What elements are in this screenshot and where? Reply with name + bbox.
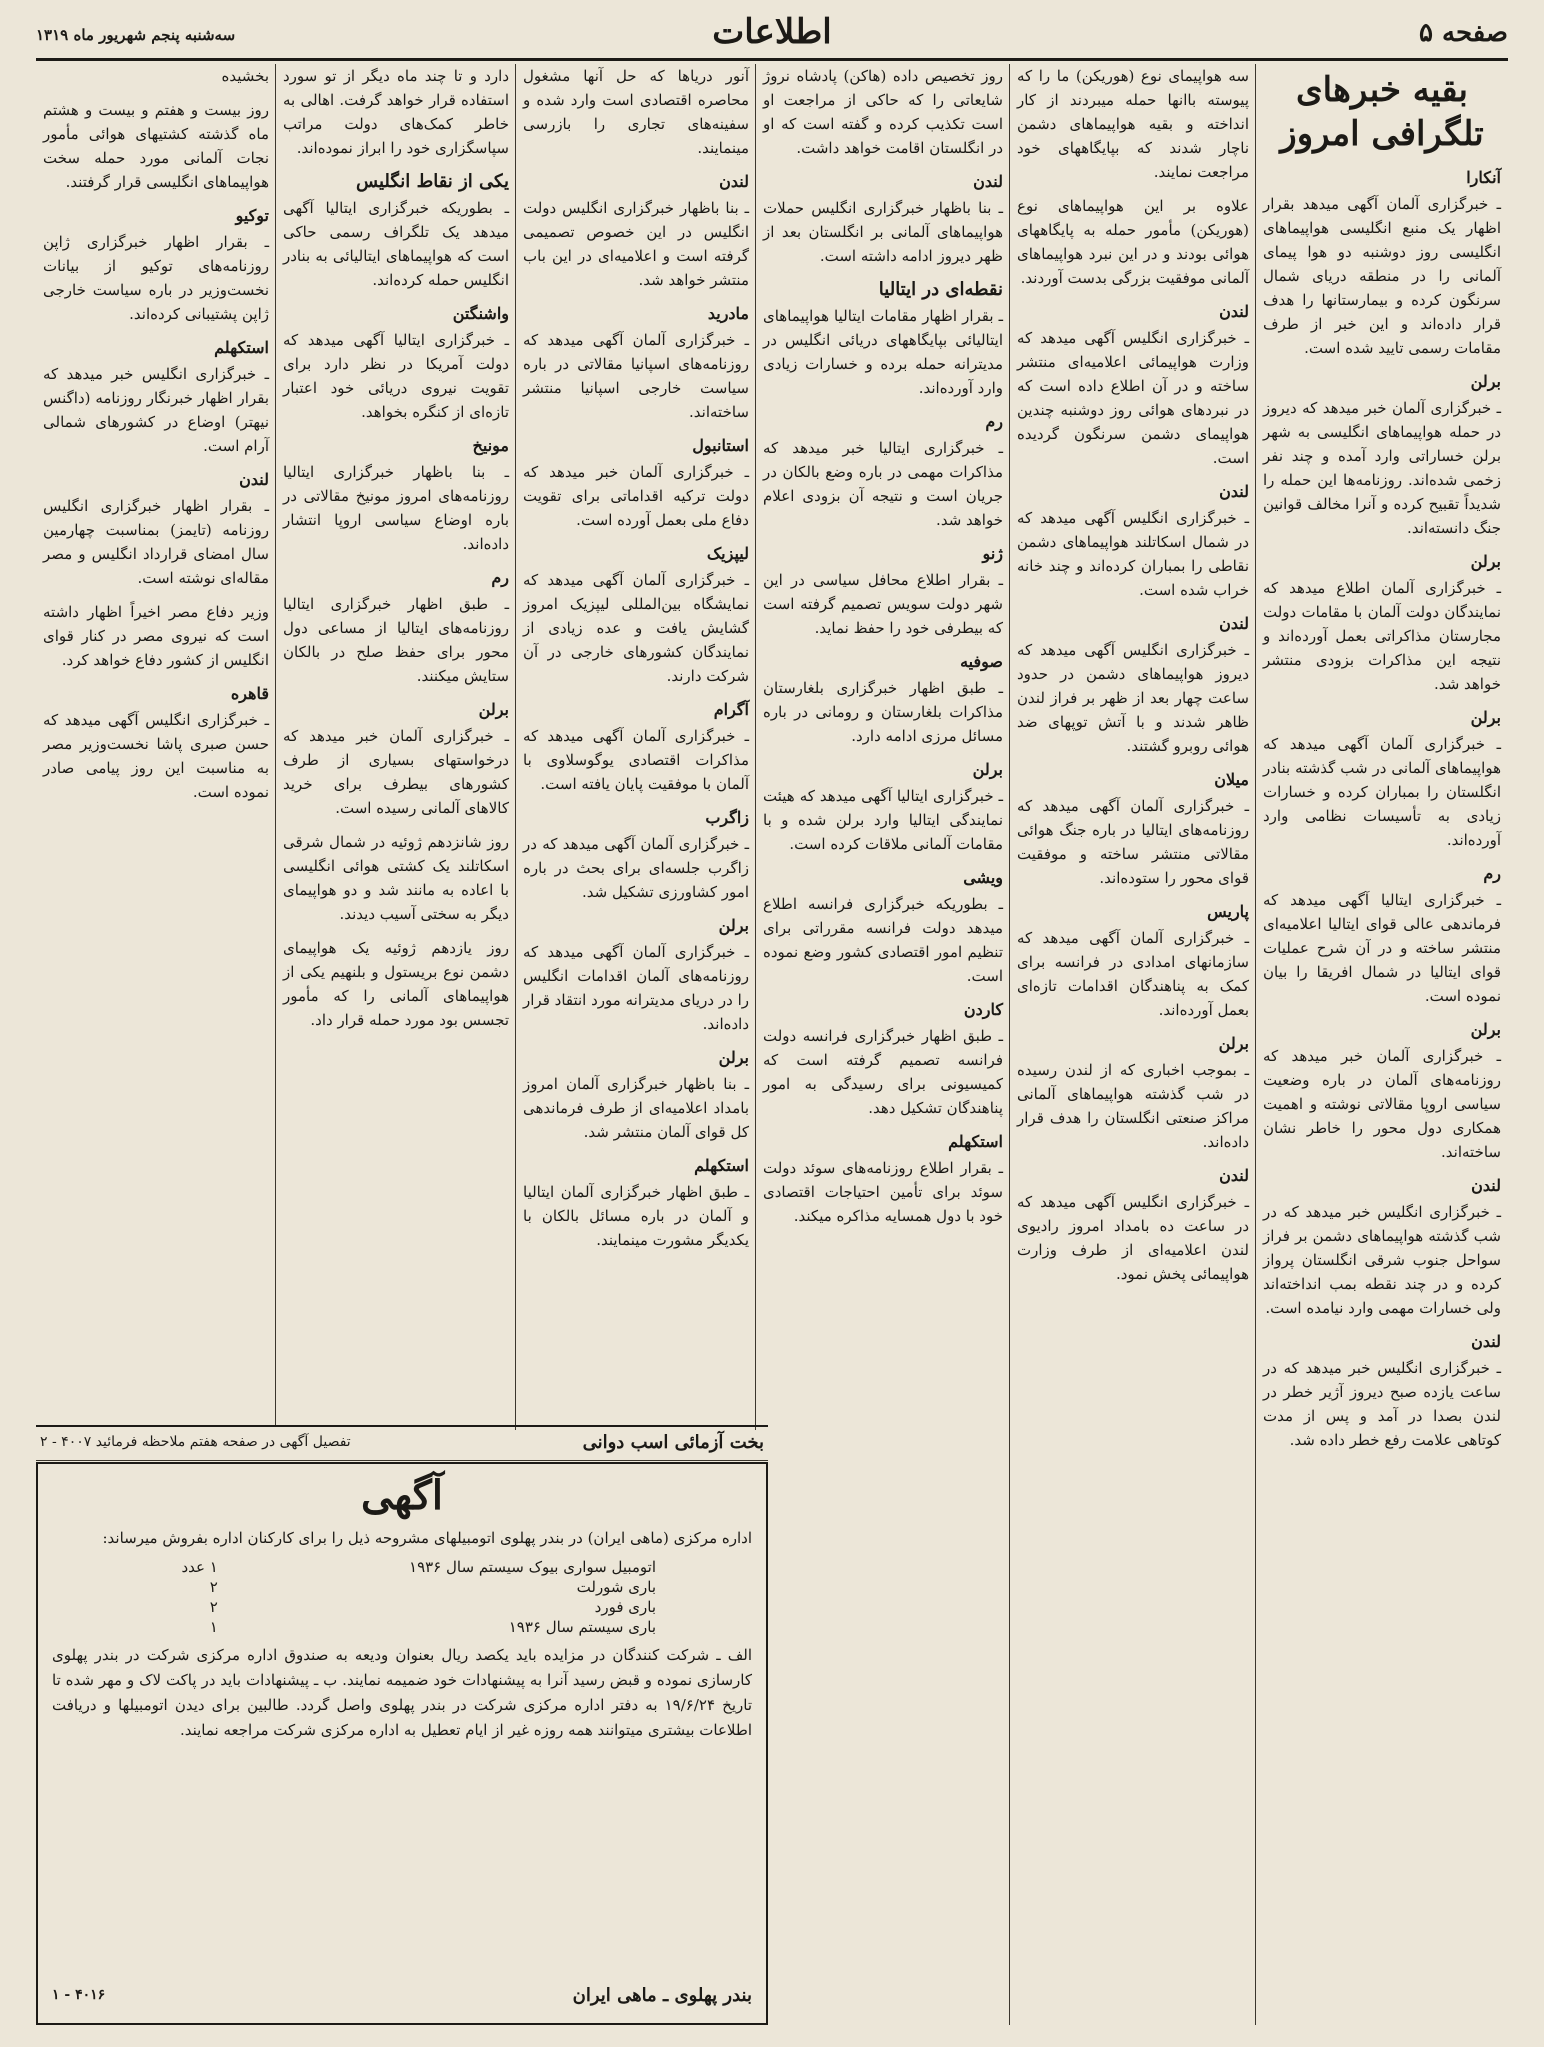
news-item bbox=[1263, 550, 1501, 696]
news-item bbox=[1017, 64, 1249, 184]
bottom-section-rule bbox=[36, 1425, 768, 1427]
column-1 bbox=[1256, 64, 1508, 2025]
news-text: ـ طبق اظهار خبرگزاری بلغارستان مذاکرات بلغارستان و رومانی در باره مسائل مرزی ادامه دارد. bbox=[763, 679, 1003, 745]
news-item bbox=[1263, 1174, 1501, 1320]
news-item bbox=[43, 98, 269, 194]
news-item bbox=[1263, 370, 1501, 540]
vehicle-name: باری سیستم سال ۱۹۳۶ bbox=[508, 1618, 656, 1636]
news-item bbox=[43, 468, 269, 590]
news-item bbox=[1017, 194, 1249, 290]
news-text: علاوه بر این هواپیماهای نوع (هوریکن) مأمور حمله به پایگاههای هوائی بودند و در این نبرد هواپیماهای آلمانی موفقیت بزرگی بدست آوردند. bbox=[1017, 197, 1249, 287]
dateline: برلن bbox=[972, 760, 1003, 779]
news-item bbox=[43, 204, 269, 326]
dateline: آنکارا bbox=[1466, 168, 1501, 187]
news-text: ـ خبرگزاری آلمان آگهی میدهد بقرار اظهار یک منبع انگلیسی هواپیماهای انگلیسی روز دوشنبه دو هوا پیمای آلمانی را در منطقه دریای شمال سرنگون کرده و بیمارستانها را هدف قرار داده‌اند و این خبر از طرف مقامات رسمی تایید شده است. bbox=[1263, 195, 1501, 357]
dateline: صوفیه bbox=[960, 652, 1003, 671]
dateline: رم bbox=[1483, 864, 1501, 883]
news-text: ـ طبق اظهار خبرگزاری آلمان ایتالیا و آلمان در باره مسائل بالکان با یکدیگر مشورت مینمایند. bbox=[523, 1183, 749, 1249]
news-item bbox=[523, 1046, 749, 1144]
news-item bbox=[1263, 862, 1501, 1008]
news-item bbox=[43, 600, 269, 672]
news-item bbox=[763, 650, 1003, 748]
dateline: برلن bbox=[718, 1048, 749, 1067]
news-item bbox=[523, 64, 749, 160]
news-text: ـ خبرگزاری آلمان اطلاع میدهد که نمایندگان دولت آلمان با مقامات دولت مجارستان مذاکراتی بعمل آورده‌اند و نتیجه این مذاکرات بزودی منتشر خواهد شد. bbox=[1263, 579, 1501, 693]
dateline: کاردن bbox=[963, 1000, 1003, 1019]
news-item bbox=[1263, 166, 1501, 360]
dateline: لندن bbox=[1219, 1166, 1249, 1185]
ad-terms: الف ـ شرکت کنندگان در مزایده باید یکصد ریال بعنوان ودیعه به صندوق اداره مرکزی شرکت در بندر پهلوی کارسازی نموده و قبض رسید آنرا به پیشنهادات خود ضمیمه نمایند. ب ـ پیشنهادات باید در پاکت لاک و مهر شده تا تاریخ ۱۹/۶/۲۴ به دفتر اداره مرکزی شرکت در بندر پهلوی واصل گردد. طالبین برای دیدن اتومبیلها و دریافت اطلاعات بیشتری میتوانند همه روزه غیر از ایام تعطیل به اداره مرکزی شرکت مراجعه نمایند. bbox=[52, 1646, 752, 1739]
dateline: مونیخ bbox=[472, 436, 509, 455]
news-text: ـ خبرگزاری آلمان آگهی میدهد که روزنامه‌های آلمان اقدامات انگلیس را در دریای مدیترانه مورد انتقاد قرار داده‌اند. bbox=[523, 943, 749, 1033]
news-text: ـ بنا باظهار خبرگزاری انگلیس دولت انگلیس در این خصوص تصمیمی گرفته است و اعلامیه‌ای در این باب منتشر خواهد شد. bbox=[523, 199, 749, 289]
dateline: برلن bbox=[478, 700, 509, 719]
section-headline: بقیه خبرهای تلگرافی امروز bbox=[1280, 70, 1484, 154]
news-text: ـ خبرگزاری انگلیس خبر میدهد که در شب گذشته هواپیماهای دشمن بر فراز سواحل جنوب شرقی انگلستان پرواز کرده و در چند نقطه بمب انداخته‌اند ولی خسارات مهمی وارد نیامده است. bbox=[1263, 1203, 1501, 1317]
news-item bbox=[283, 170, 509, 292]
news-item bbox=[763, 278, 1003, 400]
news-item bbox=[1017, 1164, 1249, 1286]
news-item bbox=[763, 410, 1003, 532]
news-item bbox=[283, 698, 509, 820]
vehicle-name: اتومبیل سواری بیوک سیستم سال ۱۹۳۶ bbox=[409, 1558, 656, 1576]
news-text: ـ خبرگزاری انگلیس خبر میدهد که در ساعت یازده صبح دیروز آژیر خطر در لندن بصدا در آمد و پس از مدت کوتاهی علامت رفع خطر داده شد. bbox=[1263, 1359, 1501, 1449]
dateline: لندن bbox=[973, 172, 1003, 191]
dateline: استکهلم bbox=[694, 1156, 749, 1175]
news-text: روز بیست و هفتم و بیست و هشتم ماه گذشته کشتیهای هوائی مأمور نجات آلمانی مورد حمله سخت هواپیماهای انگلیسی قرار گرفتند. bbox=[43, 101, 269, 191]
news-text: ـ خبرگزاری انگلیس خبر میدهد که بقرار اظهار خبرنگار روزنامه (داگنس نیهتر) اوضاع در کشورهای شمالی آرام است. bbox=[43, 365, 269, 455]
dateline: لندن bbox=[719, 172, 749, 191]
news-text: ـ خبرگزاری آلمان خبر میدهد که دیروز در حمله هواپیماهای انگلیسی به شهر برلن خساراتی وارد آمده و چند نفر زخمی شده‌اند. روزنامه‌ها این حمله را شدیداً تقبیح کرده و آنرا مخالف قوانین جنگ دانسته‌اند. bbox=[1263, 399, 1501, 537]
ad-title: آگهی bbox=[361, 1472, 443, 1519]
news-text: ـ بنا باظهار خبرگزاری آلمان امروز بامداد اعلامیه‌ای از طرف فرماندهی کل قوای آلمان منتشر شد. bbox=[523, 1075, 749, 1141]
dateline: رم bbox=[985, 412, 1003, 431]
dateline: استکهلم bbox=[214, 338, 269, 357]
ad-signature: بندر پهلوی ـ ماهی ایران bbox=[572, 1985, 752, 2006]
news-item bbox=[523, 1154, 749, 1252]
dateline: ویشی bbox=[963, 868, 1003, 887]
dateline: لندن bbox=[1471, 1176, 1501, 1195]
news-item bbox=[523, 542, 749, 688]
news-text: ـ بقرار اظهار خبرگزاری انگلیس روزنامه (تایمز) بمناسبت چهارمین سال امضای قرارداد انگلیس و مصر مقاله‌ای نوشته است. bbox=[43, 497, 269, 587]
news-text: ـ خبرگزاری آلمان آگهی میدهد که مذاکرات اقتصادی یوگوسلاوی با آلمان با موفقیت پایان یافته است. bbox=[523, 727, 749, 793]
news-item bbox=[283, 302, 509, 424]
dateline: لندن bbox=[239, 470, 269, 489]
vehicle-count: ۲ bbox=[209, 1578, 218, 1596]
news-item bbox=[523, 698, 749, 796]
dateline: لندن bbox=[1219, 614, 1249, 633]
news-item bbox=[1017, 900, 1249, 1022]
dateline: آگرام bbox=[713, 700, 749, 719]
vehicle-name: باری شورلت bbox=[576, 1578, 656, 1596]
table-row bbox=[142, 1597, 662, 1617]
news-item bbox=[1263, 706, 1501, 852]
news-item bbox=[43, 336, 269, 458]
advertisement-box bbox=[36, 1462, 768, 2025]
news-item bbox=[523, 434, 749, 532]
dateline: زاگرب bbox=[705, 808, 749, 827]
vehicle-list bbox=[142, 1557, 662, 1637]
news-text: ـ خبرگزاری انگلیس آگهی میدهد که در ساعت ده بامداد امروز رادیوی لندن اعلامیه‌ای از طرف وزارت هواپیمائی پخش نمود. bbox=[1017, 1193, 1249, 1283]
dateline: ژنو bbox=[982, 544, 1003, 563]
news-text: ـ بقرار اطلاع محافل سیاسی در این شهر دولت سویس تصمیم گرفته است که بیطرفی خود را حفظ نماید. bbox=[763, 571, 1003, 637]
news-text: ـ خبرگزاری آلمان آگهی میدهد که نمایشگاه بین‌المللی لیپزیک امروز گشایش یافت و عده زیادی از نمایندگان کشورهای خارجی در آن شرکت دارند. bbox=[523, 571, 749, 685]
news-item bbox=[1263, 1330, 1501, 1452]
news-item bbox=[763, 64, 1003, 160]
ad-footer bbox=[52, 1985, 752, 2015]
news-text: ـ خبرگزاری انگلیس آگهی میدهد که در شمال اسکاتلند هواپیماهای دشمن نقاطی را بمباران کرده‌اند و چند خانه خراب شده است. bbox=[1017, 509, 1249, 599]
news-text: روز یازدهم ژوئیه یک هواپیمای دشمن نوع بریستول و بلنهیم یکی از هواپیماهای آلمانی را که مأمور تجسس بود مورد حمله قرار داد. bbox=[283, 939, 509, 1029]
news-item bbox=[283, 936, 509, 1032]
masthead bbox=[36, 12, 1508, 56]
dateline: قاهره bbox=[230, 684, 269, 703]
newspaper-title: اطلاعات bbox=[712, 12, 832, 52]
dateline: برلن bbox=[1470, 372, 1501, 391]
news-text: بخشیده bbox=[221, 67, 269, 85]
news-text: وزیر دفاع مصر اخیراً اظهار داشته است که نیروی مصر در کنار قوای انگلیس از کشور دفاع خواهد کرد. bbox=[43, 603, 269, 669]
news-text: ـ خبرگزاری انگلیس آگهی میدهد که حسن صبری پاشا نخست‌وزیر مصر به مناسبت این روز پیامی صادر نموده است. bbox=[43, 711, 269, 801]
dateline: مادرید bbox=[707, 304, 749, 323]
news-item bbox=[523, 914, 749, 1036]
news-item bbox=[763, 1130, 1003, 1228]
news-item bbox=[1017, 768, 1249, 890]
news-text: ـ بقرار اظهار مقامات ایتالیا هواپیماهای ایتالیائی بپایگاههای دریائی انگلیس در مدیترانه حمله برده و خسارات زیادی وارد آورده‌اند. bbox=[763, 307, 1003, 397]
news-item bbox=[763, 758, 1003, 856]
news-item bbox=[523, 170, 749, 292]
news-text: ـ طبق اظهار خبرگزاری فرانسه دولت فرانسه تصمیم گرفته است که کمیسیونی برای رسیدگی به امور پناهندگان تشکیل دهد. bbox=[763, 1027, 1003, 1117]
news-item bbox=[283, 434, 509, 556]
news-item bbox=[283, 566, 509, 688]
news-text: ـ بقرار اظهار خبرگزاری ژاپن روزنامه‌های توکیو از بیانات نخست‌وزیر در باره سیاست خارجی ژاپن پشتیبانی کرده‌اند. bbox=[43, 233, 269, 323]
column-3 bbox=[756, 64, 1010, 2025]
news-item bbox=[763, 998, 1003, 1120]
news-text: ـ خبرگزاری ایتالیا آگهی میدهد که هیئت نمایندگی ایتالیا وارد برلن شده و با مقامات آلمانی ملاقات کرده است. bbox=[763, 787, 1003, 853]
news-text: ـ خبرگزاری آلمان آگهی میدهد که در زاگرب جلسه‌ای برای بحث در باره امور کشاورزی تشکیل شد. bbox=[523, 835, 749, 901]
table-row bbox=[142, 1577, 662, 1597]
dateline: برلن bbox=[1470, 708, 1501, 727]
lottery-note: تفصیل آگهی در صفحه هفتم ملاحظه فرمائید ۴۰۰۷ - ۲ bbox=[40, 1434, 351, 1450]
bottom-section bbox=[36, 1430, 768, 2025]
news-text: ـ خبرگزاری آلمان خبر میدهد که دولت ترکیه اقداماتی برای تقویت دفاع ملی بعمل آورده است. bbox=[523, 463, 749, 529]
news-text: ـ بطوریکه خبرگزاری ایتالیا آگهی میدهد یک تلگراف رسمی حاکی است که هواپیماهای ایتالیائی به بنادر انگلیس حمله کرده‌اند. bbox=[283, 199, 509, 289]
dateline: لندن bbox=[1219, 302, 1249, 321]
vehicle-count: ۱ عدد bbox=[181, 1558, 218, 1576]
column-2 bbox=[1010, 64, 1256, 2025]
vehicle-count: ۱ bbox=[209, 1618, 218, 1636]
news-item bbox=[763, 866, 1003, 988]
dateline: برلن bbox=[718, 916, 749, 935]
news-text: سه هواپیمای نوع (هوریکن) ما را که پیوسته باانها حمله میبردند از کار انداخته و بقیه هواپیماهای دشمن ناچار شدند که بپایگاههای خود مراجعت نمایند. bbox=[1017, 67, 1249, 181]
news-text: ـ طبق اظهار خبرگزاری ایتالیا روزنامه‌های ایتالیا از مساعی دول محور برای حفظ صلح در بالکان ستایش میکنند. bbox=[283, 595, 509, 685]
news-item bbox=[43, 682, 269, 804]
news-text: ـ خبرگزاری ایتالیا خبر میدهد که مذاکرات مهمی در باره وضع بالکان در جریان است و نتیجه آن بزودی اعلام خواهد شد. bbox=[763, 439, 1003, 529]
news-text: ـ خبرگزاری آلمان خبر میدهد که درخواستهای بسیاری از طرف کشورهای بیطرف برای خرید کالاهای آلمانی رسیده است. bbox=[283, 727, 509, 817]
dateline: میلان bbox=[1214, 770, 1249, 789]
news-item bbox=[523, 302, 749, 424]
news-text: ـ بطوریکه خبرگزاری فرانسه اطلاع میدهد دولت فرانسه مقرراتی برای تنظیم امور اقتصادی کشور وضع نموده است. bbox=[763, 895, 1003, 985]
news-text: ـ خبرگزاری آلمان خبر میدهد که روزنامه‌های آلمان در باره وضعیت سیاسی اروپا مقالاتی نوشته و اهمیت همکاری دول محور را خاطر نشان ساخته‌اند. bbox=[1263, 1047, 1501, 1161]
news-item bbox=[763, 170, 1003, 268]
news-text: ـ خبرگزاری آلمان آگهی میدهد که روزنامه‌های اسپانیا مقالاتی در باره سیاست خارجی اسپانیا منتشر ساخته‌اند. bbox=[523, 331, 749, 421]
table-row bbox=[142, 1617, 662, 1637]
lottery-banner bbox=[36, 1430, 768, 1461]
ad-intro: اداره مرکزی (ماهی ایران) در بندر پهلوی اتومبیلهای مشروحه ذیل را برای کارکنان اداره بفروش میرساند: bbox=[102, 1529, 752, 1547]
table-row bbox=[142, 1557, 662, 1577]
news-text: ـ خبرگزاری انگلیس آگهی میدهد که وزارت هواپیمائی اعلامیه‌ای منتشر ساخته و در آن اطلاع داده است که در نبردهای هوائی روز دوشنبه چندین هواپیمای دشمن سرنگون گردیده است. bbox=[1017, 329, 1249, 467]
news-headline: یکی از نقاط انگلیس bbox=[356, 171, 509, 192]
news-text: ـ خبرگزاری ایتالیا آگهی میدهد که دولت آمریکا در نظر دارد برای تقویت نیروی دریائی خود اعتبار تازه‌ای از کنگره بخواهد. bbox=[283, 331, 509, 421]
news-item bbox=[1263, 1018, 1501, 1164]
issue-date: سه‌شنبه پنجم شهریور ماه ۱۳۱۹ bbox=[36, 26, 236, 44]
dateline: لندن bbox=[1219, 482, 1249, 501]
vehicle-name: باری فورد bbox=[594, 1598, 656, 1616]
news-item bbox=[1017, 1032, 1249, 1154]
column-6 bbox=[36, 64, 276, 1420]
dateline: پاریس bbox=[1207, 902, 1249, 921]
dateline: توکیو bbox=[235, 206, 269, 225]
news-text: ـ بموجب اخباری که از لندن رسیده در شب گذشته هواپیماهای آلمانی مراکز صنعتی انگلستان را هدف قرار داده‌اند. bbox=[1017, 1061, 1249, 1151]
dateline: برلن bbox=[1470, 1020, 1501, 1039]
news-text: روز تخصیص داده (هاکن) پادشاه نروژ شایعاتی را که حاکی از مراجعت او است تکذیب کرده و گفته است که او در انگلستان اقامت خواهد داشت. bbox=[763, 67, 1003, 157]
news-text: ـ بنا باظهار خبرگزاری ایتالیا روزنامه‌های امروز مونیخ مقالاتی در باره اوضاع سیاسی اروپا انتشار داده‌اند. bbox=[283, 463, 509, 553]
news-text: ـ بقرار اطلاع روزنامه‌های سوئد دولت سوئد برای تأمین احتیاجات اقتصادی خود با دول همسایه مذاکره میکند. bbox=[763, 1159, 1003, 1225]
dateline: رم bbox=[491, 568, 509, 587]
news-item bbox=[1017, 300, 1249, 470]
dateline: لیپزیک bbox=[706, 544, 749, 563]
column-5 bbox=[276, 64, 516, 1420]
news-text: دارد و تا چند ماه دیگر از تو سورد استفاده قرار خواهد گرفت. اهالی به خاطر کمک‌های دولت مراتب سپاسگزاری خود را ابراز نموده‌اند. bbox=[283, 67, 509, 157]
ad-serial: ۴۰۱۶ - ۱ bbox=[52, 1987, 106, 2003]
news-text: ـ بنا باظهار خبرگزاری انگلیس حملات هواپیماهای آلمانی بر انگلستان بعد از ظهر دیروز ادامه داشته است. bbox=[763, 199, 1003, 265]
news-text: ـ خبرگزاری ایتالیا آگهی میدهد که فرماندهی عالی قوای ایتالیا اعلامیه‌ای منتشر ساخته و در آن شرح عملیات قوای ایتالیا در شمال افریقا را بیان نموده است. bbox=[1263, 891, 1501, 1005]
news-item bbox=[1017, 480, 1249, 602]
news-headline: نقطه‌ای در ایتالیا bbox=[878, 279, 1003, 300]
news-text: ـ خبرگزاری آلمان آگهی میدهد که هواپیماهای آلمانی در شب گذشته بنادر انگلستان را بمباران کرده و خسارات زیادی به تأسیسات نظامی وارد آورده‌اند. bbox=[1263, 735, 1501, 849]
news-text: آنور دریاها که حل آنها مشغول محاصره اقتصادی است وارد شده و سفینه‌های تجاری را بازرسی مینمایند. bbox=[523, 67, 749, 157]
news-item bbox=[283, 830, 509, 926]
news-item bbox=[1017, 612, 1249, 758]
news-item bbox=[763, 542, 1003, 640]
news-item bbox=[523, 806, 749, 904]
news-text: ـ خبرگزاری انگلیس آگهی میدهد که دیروز هواپیماهای دشمن در حدود ساعت چهار بعد از ظهر بر فراز لندن ظاهر شدند و با آتش توپهای ضد هوائی روبرو گشتند. bbox=[1017, 641, 1249, 755]
news-item bbox=[43, 64, 269, 88]
page-number: صفحه ۵ bbox=[1419, 18, 1508, 48]
vehicle-count: ۲ bbox=[209, 1598, 218, 1616]
lottery-title: بخت آزمائی اسب دوانی bbox=[582, 1432, 764, 1453]
dateline: استانبول bbox=[692, 436, 749, 455]
news-text: ـ خبرگزاری آلمان آگهی میدهد که سازمانهای امدادی در فرانسه برای کمک به پناهندگان اقدامات تازه‌ای بعمل آورده‌اند. bbox=[1017, 929, 1249, 1019]
dateline: برلن bbox=[1218, 1034, 1249, 1053]
news-item bbox=[283, 64, 509, 160]
dateline: برلن bbox=[1470, 552, 1501, 571]
masthead-rule bbox=[36, 58, 1508, 61]
dateline: واشنگتن bbox=[452, 304, 509, 323]
news-text: روز شانزدهم ژوئیه در شمال شرقی اسکاتلند یک کشتی هوائی انگلیسی با اعاده به مانند شد و دو هواپیمای دیگر به سختی آسیب دیدند. bbox=[283, 833, 509, 923]
dateline: استکهلم bbox=[948, 1132, 1003, 1151]
news-text: ـ خبرگزاری آلمان آگهی میدهد که روزنامه‌های ایتالیا در باره جنگ هوائی مقالاتی منتشر ساخته و موفقیت قوای محور را ستوده‌اند. bbox=[1017, 797, 1249, 887]
dateline: لندن bbox=[1471, 1332, 1501, 1351]
